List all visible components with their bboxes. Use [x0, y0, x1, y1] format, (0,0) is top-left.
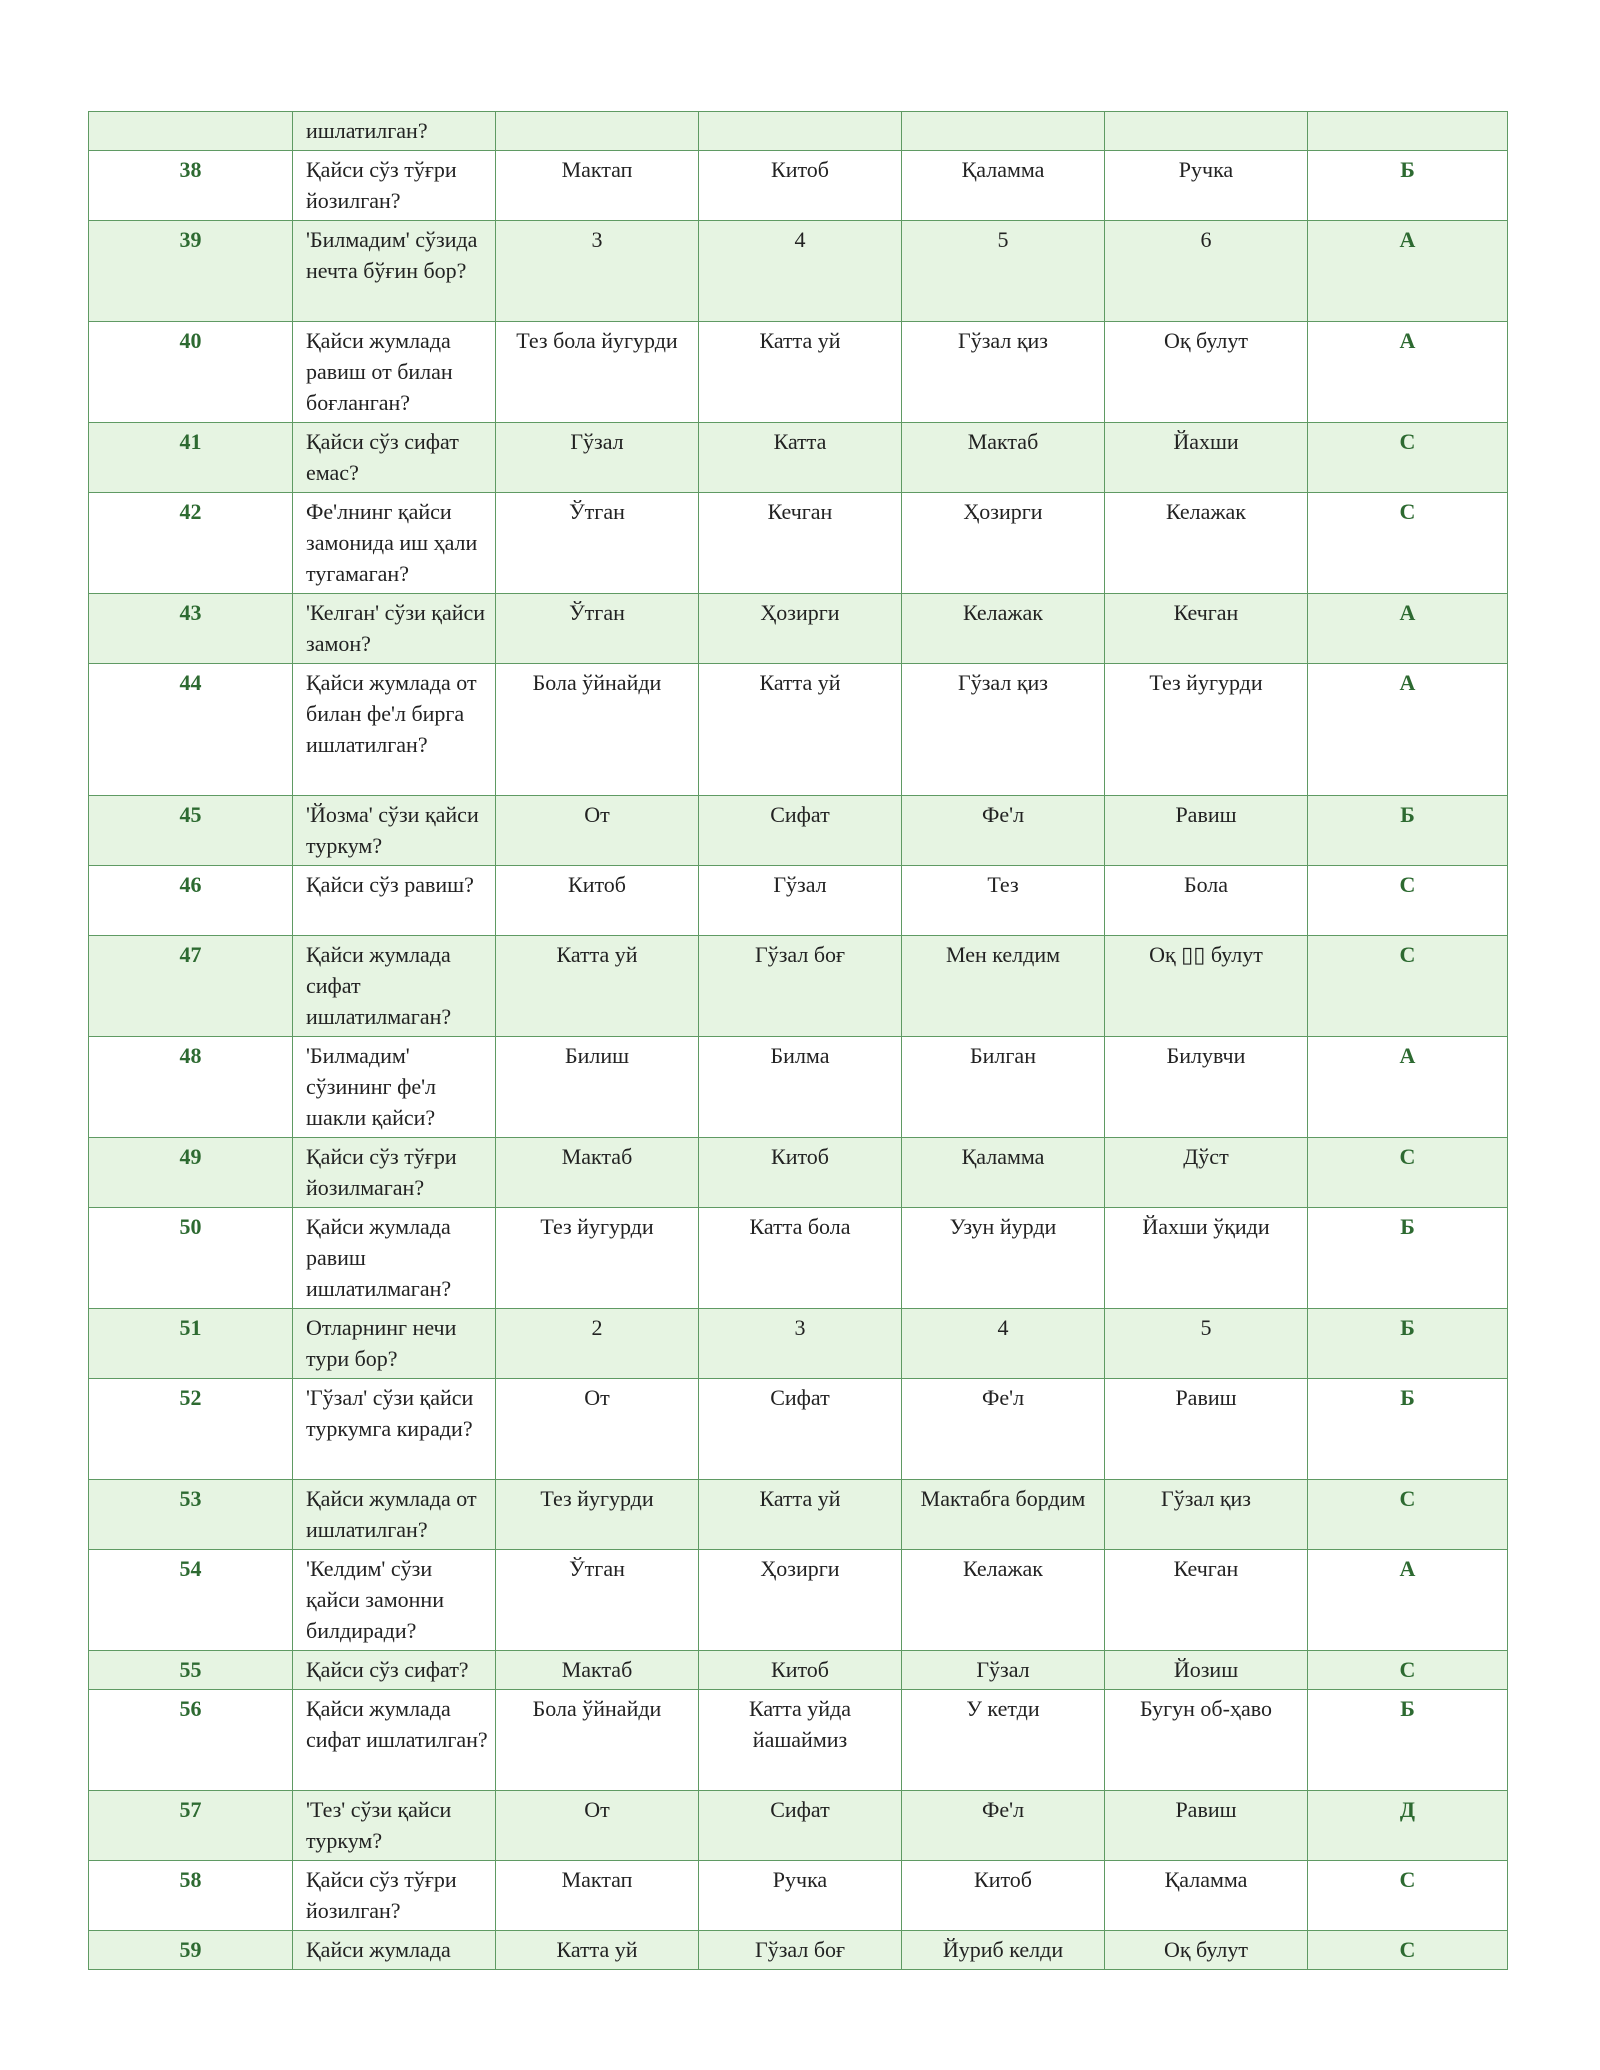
table-row	[89, 936, 1508, 1037]
table-row	[89, 664, 1508, 796]
question-text-cell: Қайси жумлада сифат ишлатилмаган?	[293, 936, 496, 1037]
question-number-cell: 38	[89, 151, 293, 221]
option-a-cell: Катта уй	[496, 1931, 699, 1970]
option-d-cell: Кечган	[1105, 1550, 1308, 1651]
answer-key-cell: Б	[1308, 151, 1508, 221]
question-text-cell: 'Тез' сўзи қайси туркум?	[293, 1791, 496, 1861]
option-a-cell: Мактаб	[496, 1651, 699, 1690]
option-d-cell: Тез йугурди	[1105, 664, 1308, 796]
option-b-cell: Катта уйда йашаймиз	[699, 1690, 902, 1791]
answer-key-cell: С	[1308, 423, 1508, 493]
option-c-cell: Келажак	[902, 1550, 1105, 1651]
option-d-cell: Билувчи	[1105, 1037, 1308, 1138]
question-number-cell: 48	[89, 1037, 293, 1138]
option-a-cell: От	[496, 1791, 699, 1861]
table-row	[89, 1690, 1508, 1791]
option-d-cell: Оқ булут	[1105, 1931, 1308, 1970]
question-number-cell: 46	[89, 866, 293, 936]
answer-key-cell: С	[1308, 936, 1508, 1037]
table-row	[89, 423, 1508, 493]
option-c-cell: Қаламма	[902, 151, 1105, 221]
table-row	[89, 1037, 1508, 1138]
option-b-cell: Сифат	[699, 796, 902, 866]
option-b-cell: Китоб	[699, 1651, 902, 1690]
option-a-cell: От	[496, 796, 699, 866]
question-number-cell: 53	[89, 1480, 293, 1550]
option-d-cell: Бола	[1105, 866, 1308, 936]
table-row	[89, 493, 1508, 594]
answer-key-cell: С	[1308, 1651, 1508, 1690]
option-c-cell: Ҳозирги	[902, 493, 1105, 594]
question-text-cell: Қайси сўз тўғри йозилмаган?	[293, 1138, 496, 1208]
option-b-cell: Кечган	[699, 493, 902, 594]
option-c-cell: Узун йурди	[902, 1208, 1105, 1309]
option-d-cell: Йахши	[1105, 423, 1308, 493]
option-d-cell: Кечган	[1105, 594, 1308, 664]
option-c-cell: Гўзал қиз	[902, 322, 1105, 423]
question-number-cell: 44	[89, 664, 293, 796]
option-a-cell: Китоб	[496, 866, 699, 936]
answer-key-cell: А	[1308, 221, 1508, 322]
option-a-cell: 3	[496, 221, 699, 322]
question-text-cell: ишлатилган?	[293, 112, 496, 151]
option-d-cell: Оқ ▯▯ булут	[1105, 936, 1308, 1037]
option-c-cell: Гўзал	[902, 1651, 1105, 1690]
table-row	[89, 1480, 1508, 1550]
answer-key-cell: С	[1308, 1931, 1508, 1970]
question-number-cell: 47	[89, 936, 293, 1037]
option-d-cell: Қаламма	[1105, 1861, 1308, 1931]
question-text-cell: Қайси сўз сифат емас?	[293, 423, 496, 493]
question-text-cell: 'Гўзал' сўзи қайси туркумга киради?	[293, 1379, 496, 1480]
option-a-cell: Бола ўйнайди	[496, 1690, 699, 1791]
option-c-cell: Китоб	[902, 1861, 1105, 1931]
option-c-cell: Мактаб	[902, 423, 1105, 493]
question-number-cell: 43	[89, 594, 293, 664]
question-text-cell: Қайси жумлада от билан фе'л бирга ишлатилган?	[293, 664, 496, 796]
answer-key-cell: С	[1308, 493, 1508, 594]
option-d-cell: 5	[1105, 1309, 1308, 1379]
question-text-cell: Қайси жумлада равиш от билан боғланган?	[293, 322, 496, 423]
answer-key-cell: Б	[1308, 1208, 1508, 1309]
question-text-cell: 'Келдим' сўзи қайси замонни билдиради?	[293, 1550, 496, 1651]
option-b-cell: Гўзал	[699, 866, 902, 936]
answer-key-cell: Б	[1308, 1690, 1508, 1791]
option-b-cell: Сифат	[699, 1791, 902, 1861]
quiz-table	[88, 111, 1508, 1970]
option-a-cell: Катта уй	[496, 936, 699, 1037]
option-a-cell: Тез йугурди	[496, 1480, 699, 1550]
option-d-cell: Оқ булут	[1105, 322, 1308, 423]
option-b-cell: Билма	[699, 1037, 902, 1138]
table-row	[89, 1379, 1508, 1480]
question-text-cell: Қайси сўз равиш?	[293, 866, 496, 936]
table-row	[89, 112, 1508, 151]
option-a-cell: Тез йугурди	[496, 1208, 699, 1309]
option-c-cell: 4	[902, 1309, 1105, 1379]
answer-key-cell: Д	[1308, 1791, 1508, 1861]
option-d-cell: Равиш	[1105, 796, 1308, 866]
answer-key-cell: Б	[1308, 1379, 1508, 1480]
question-text-cell: Қайси сўз тўғри йозилган?	[293, 151, 496, 221]
option-d-cell: Ручка	[1105, 151, 1308, 221]
option-d-cell: Равиш	[1105, 1379, 1308, 1480]
option-a-cell: Мактап	[496, 151, 699, 221]
question-number-cell: 42	[89, 493, 293, 594]
question-text-cell: Фе'лнинг қайси замонида иш ҳали тугамаган?	[293, 493, 496, 594]
option-c-cell: У кетди	[902, 1690, 1105, 1791]
answer-key-cell	[1308, 112, 1508, 151]
question-number-cell: 41	[89, 423, 293, 493]
option-a-cell: Ўтган	[496, 493, 699, 594]
table-row	[89, 1861, 1508, 1931]
question-number-cell: 45	[89, 796, 293, 866]
option-b-cell: Китоб	[699, 151, 902, 221]
option-b-cell: Гўзал боғ	[699, 1931, 902, 1970]
option-c-cell: Мактабга бордим	[902, 1480, 1105, 1550]
question-text-cell: Қайси жумлада равиш ишлатилмаган?	[293, 1208, 496, 1309]
question-number-cell: 55	[89, 1651, 293, 1690]
option-d-cell: 6	[1105, 221, 1308, 322]
question-number-cell: 52	[89, 1379, 293, 1480]
option-b-cell: Китоб	[699, 1138, 902, 1208]
question-text-cell: Отларнинг нечи тури бор?	[293, 1309, 496, 1379]
option-c-cell: Гўзал қиз	[902, 664, 1105, 796]
question-text-cell: Қайси сўз сифат?	[293, 1651, 496, 1690]
answer-key-cell: С	[1308, 1861, 1508, 1931]
answer-key-cell: А	[1308, 322, 1508, 423]
answer-key-cell: А	[1308, 1037, 1508, 1138]
option-d-cell: Бугун об-ҳаво	[1105, 1690, 1308, 1791]
answer-key-cell: А	[1308, 1550, 1508, 1651]
option-b-cell: Ҳозирги	[699, 594, 902, 664]
question-text-cell: Қайси жумлада сифат ишлатилган?	[293, 1690, 496, 1791]
question-text-cell: 'Билмадим' сўзида нечта бўғин бор?	[293, 221, 496, 322]
option-a-cell: Ўтган	[496, 1550, 699, 1651]
table-row	[89, 796, 1508, 866]
option-b-cell: Сифат	[699, 1379, 902, 1480]
answer-key-cell: Б	[1308, 1309, 1508, 1379]
option-c-cell: Йуриб келди	[902, 1931, 1105, 1970]
option-a-cell: Мактаб	[496, 1138, 699, 1208]
question-number-cell: 50	[89, 1208, 293, 1309]
option-d-cell: Гўзал қиз	[1105, 1480, 1308, 1550]
option-b-cell: 3	[699, 1309, 902, 1379]
option-c-cell: Билган	[902, 1037, 1105, 1138]
option-b-cell: Ручка	[699, 1861, 902, 1931]
option-d-cell: Равиш	[1105, 1791, 1308, 1861]
table-row	[89, 1309, 1508, 1379]
question-number-cell: 54	[89, 1550, 293, 1651]
option-c-cell: Тез	[902, 866, 1105, 936]
question-number-cell	[89, 112, 293, 151]
question-text-cell: 'Билмадим' сўзининг фе'л шакли қайси?	[293, 1037, 496, 1138]
table-row	[89, 1208, 1508, 1309]
option-a-cell: Тез бола йугурди	[496, 322, 699, 423]
question-number-cell: 39	[89, 221, 293, 322]
question-number-cell: 40	[89, 322, 293, 423]
question-number-cell: 59	[89, 1931, 293, 1970]
option-c-cell: Қаламма	[902, 1138, 1105, 1208]
table-row	[89, 594, 1508, 664]
option-c-cell: Фе'л	[902, 1379, 1105, 1480]
option-a-cell	[496, 112, 699, 151]
option-c-cell: Мен келдим	[902, 936, 1105, 1037]
option-d-cell: Дўст	[1105, 1138, 1308, 1208]
option-d-cell: Йахши ўқиди	[1105, 1208, 1308, 1309]
option-d-cell	[1105, 112, 1308, 151]
option-d-cell: Келажак	[1105, 493, 1308, 594]
table-row	[89, 1791, 1508, 1861]
option-c-cell: Келажак	[902, 594, 1105, 664]
question-text-cell: Қайси жумлада от ишлатилган?	[293, 1480, 496, 1550]
question-text-cell: 'Йозма' сўзи қайси туркум?	[293, 796, 496, 866]
question-text-cell: Қайси жумлада	[293, 1931, 496, 1970]
question-text-cell: 'Келган' сўзи қайси замон?	[293, 594, 496, 664]
option-b-cell: Катта уй	[699, 664, 902, 796]
option-b-cell: Ҳозирги	[699, 1550, 902, 1651]
option-a-cell: Ўтган	[496, 594, 699, 664]
table-row	[89, 1931, 1508, 1970]
option-b-cell: Катта бола	[699, 1208, 902, 1309]
answer-key-cell: А	[1308, 664, 1508, 796]
question-text-cell: Қайси сўз тўғри йозилган?	[293, 1861, 496, 1931]
question-number-cell: 51	[89, 1309, 293, 1379]
option-b-cell: Катта	[699, 423, 902, 493]
quiz-table-body	[89, 112, 1508, 1970]
answer-key-cell: С	[1308, 1480, 1508, 1550]
option-a-cell: От	[496, 1379, 699, 1480]
option-c-cell: Фе'л	[902, 1791, 1105, 1861]
question-number-cell: 58	[89, 1861, 293, 1931]
document-page	[88, 111, 1507, 1970]
option-a-cell: Гўзал	[496, 423, 699, 493]
question-number-cell: 49	[89, 1138, 293, 1208]
option-b-cell: Катта уй	[699, 1480, 902, 1550]
question-number-cell: 56	[89, 1690, 293, 1791]
option-b-cell	[699, 112, 902, 151]
answer-key-cell: С	[1308, 1138, 1508, 1208]
option-b-cell: 4	[699, 221, 902, 322]
option-d-cell: Йозиш	[1105, 1651, 1308, 1690]
table-row	[89, 1651, 1508, 1690]
option-a-cell: Билиш	[496, 1037, 699, 1138]
option-a-cell: Бола ўйнайди	[496, 664, 699, 796]
table-row	[89, 322, 1508, 423]
table-row	[89, 866, 1508, 936]
table-row	[89, 1138, 1508, 1208]
question-number-cell: 57	[89, 1791, 293, 1861]
option-c-cell: 5	[902, 221, 1105, 322]
option-b-cell: Катта уй	[699, 322, 902, 423]
answer-key-cell: А	[1308, 594, 1508, 664]
option-c-cell: Фе'л	[902, 796, 1105, 866]
answer-key-cell: С	[1308, 866, 1508, 936]
option-a-cell: 2	[496, 1309, 699, 1379]
answer-key-cell: Б	[1308, 796, 1508, 866]
table-row	[89, 221, 1508, 322]
table-row	[89, 151, 1508, 221]
table-row	[89, 1550, 1508, 1651]
option-b-cell: Гўзал боғ	[699, 936, 902, 1037]
option-c-cell	[902, 112, 1105, 151]
option-a-cell: Мактап	[496, 1861, 699, 1931]
